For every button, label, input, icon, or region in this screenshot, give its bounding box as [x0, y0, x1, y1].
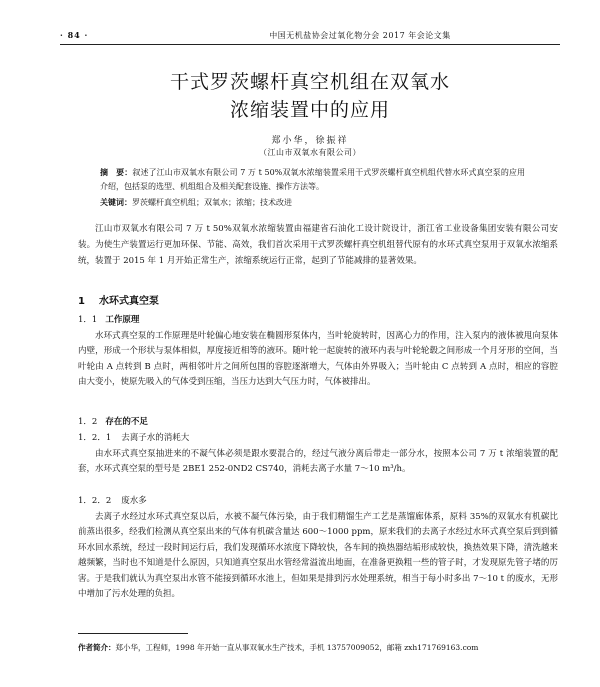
section-1-1-number: 1．1	[78, 315, 98, 325]
section-1-title: 水环式真空泵	[98, 296, 159, 307]
header-rule	[60, 44, 560, 45]
keywords-text: 罗茨螺杆真空机组；双氧水；浓缩；技术改进	[132, 198, 292, 207]
section-1-2-2-heading	[78, 494, 147, 506]
abstract-label: 摘 要：	[100, 167, 133, 177]
footnote-text: 郑小华，工程师，1998 年开始一直从事双氧水生产技术，手机 13757009052，邮箱 zxh171769163.com	[115, 643, 479, 652]
section-1-2-heading	[78, 415, 148, 427]
page-number: · 84 ·	[60, 30, 89, 40]
abstract	[100, 165, 525, 194]
abstract-text: 叙述了江山市双氧水有限公司 7 万 t 50%双氧水浓缩装置采用干式罗茨螺杆真空机组代替水环式真空泵的应用介绍，包括泵的选型、机组组合及相关配套设施、操作方法等。	[100, 168, 525, 191]
journal-name: 中国无机盐协会过氧化物分会 2017 年会论文集	[269, 30, 451, 40]
intro-paragraph: 江山市双氧水有限公司 7 万 t 50%双氧水浓缩装置由福建省石油化工设计院设计，浙江省工业设备集团安装有限公司安装。为使生产装置运行更加环保、节能、高效，我们首次采用干式罗茨螺杆真空机组替代原有的水环式真空泵用于双氧水浓缩系统，装置于 2015 年 1 月开始正常生产，浓缩系统运行正常，起到了节能减排的显著效果。	[78, 224, 558, 266]
author-footnote	[78, 642, 558, 654]
section-1-2-1-number: 1．2．1	[78, 433, 112, 443]
keywords-label: 关键词：	[100, 197, 132, 207]
section-1-2-2-text: 去离子水经过水环式真空泵以后，水被不凝气体污染，由于我们精馏生产工艺是蒸馏廊体系，原料 35%的双氧水有机碳比前蒸出很多，经我们检测从真空泵出来的气体有机碳含量达 600～1000 ppm，原来我们的去离子水经过水环式真空泵后到到循环水回水系统，经过一段时间运行后，我们发现循环水浓度下降较快，各车间的换热器结垢形成较快，换热效果下降，清洗越来越频繁，当时也不知道是什么原因，只知道真空泵出水管经常溢流出地面，在准备更换粗一些的管子时，才发现原先管子堵的厉害。于是我们就认为真空泵出水管不能接到循环水池上，但如果是排到污水处理系统，相当于每小时多出 7～10 t 的废水，无形中增加了污水处理的负担。	[78, 512, 558, 600]
section-1-2-1-heading	[78, 431, 189, 443]
section-1-1-text: 水环式真空泵的工作原理是叶轮偏心地安装在椭圆形泵体内，当叶轮旋转时，因离心力的作用，注入泵内的液体被甩向泵体内壁，形成一个形状与泵体相似，厚度接近相等的液环。随叶轮一起旋转的液环内表与叶轮轮毂之间形成一个月牙形的空间，当叶轮由 A 点转到 B 点时，两相邻叶片之间所包围的容腔逐渐增大，气体由外界吸入；当叶轮由 C 点转到 A 点时，相应的容腔由大变小，使原先吸入的气体受到压缩，当压力达到大气压力时，气体被排出。	[78, 331, 558, 388]
section-1-1-heading	[78, 313, 139, 325]
section-1-2-1-title: 去离子水的消耗大	[121, 433, 190, 443]
article-title-line2: 浓缩装置中的应用	[229, 99, 390, 121]
affiliation: （江山市双氧水有限公司）	[259, 148, 361, 157]
article-title-line1: 干式罗茨螺杆真空机组在双氧水	[169, 71, 450, 93]
section-1-number: 1	[78, 296, 85, 307]
authors: 郑小华，徐振祥	[271, 136, 349, 146]
section-1-2-title: 存在的不足	[105, 417, 148, 427]
section-1-1-title: 工作原理	[105, 315, 140, 325]
keywords	[100, 195, 525, 210]
section-1-2-2-number: 1．2．2	[78, 496, 112, 506]
section-1-2-1-text: 由水环式真空泵抽进来的不凝气体必须是跟水要混合的，经过气液分离后带走一部分水，按照本公司 7 万 t 浓缩装置的配套，水环式真空泵的型号是 2BE1 252-0ND2 CS740，消耗去离子水量 7～10 m³/h。	[78, 449, 558, 475]
footnote-rule	[78, 633, 188, 634]
footnote-label: 作者简介：	[78, 643, 116, 652]
section-1-2-2-title: 废水多	[121, 496, 147, 506]
section-1-2-number: 1．2	[78, 417, 98, 427]
running-head	[60, 28, 560, 42]
section-1-heading	[78, 292, 159, 307]
